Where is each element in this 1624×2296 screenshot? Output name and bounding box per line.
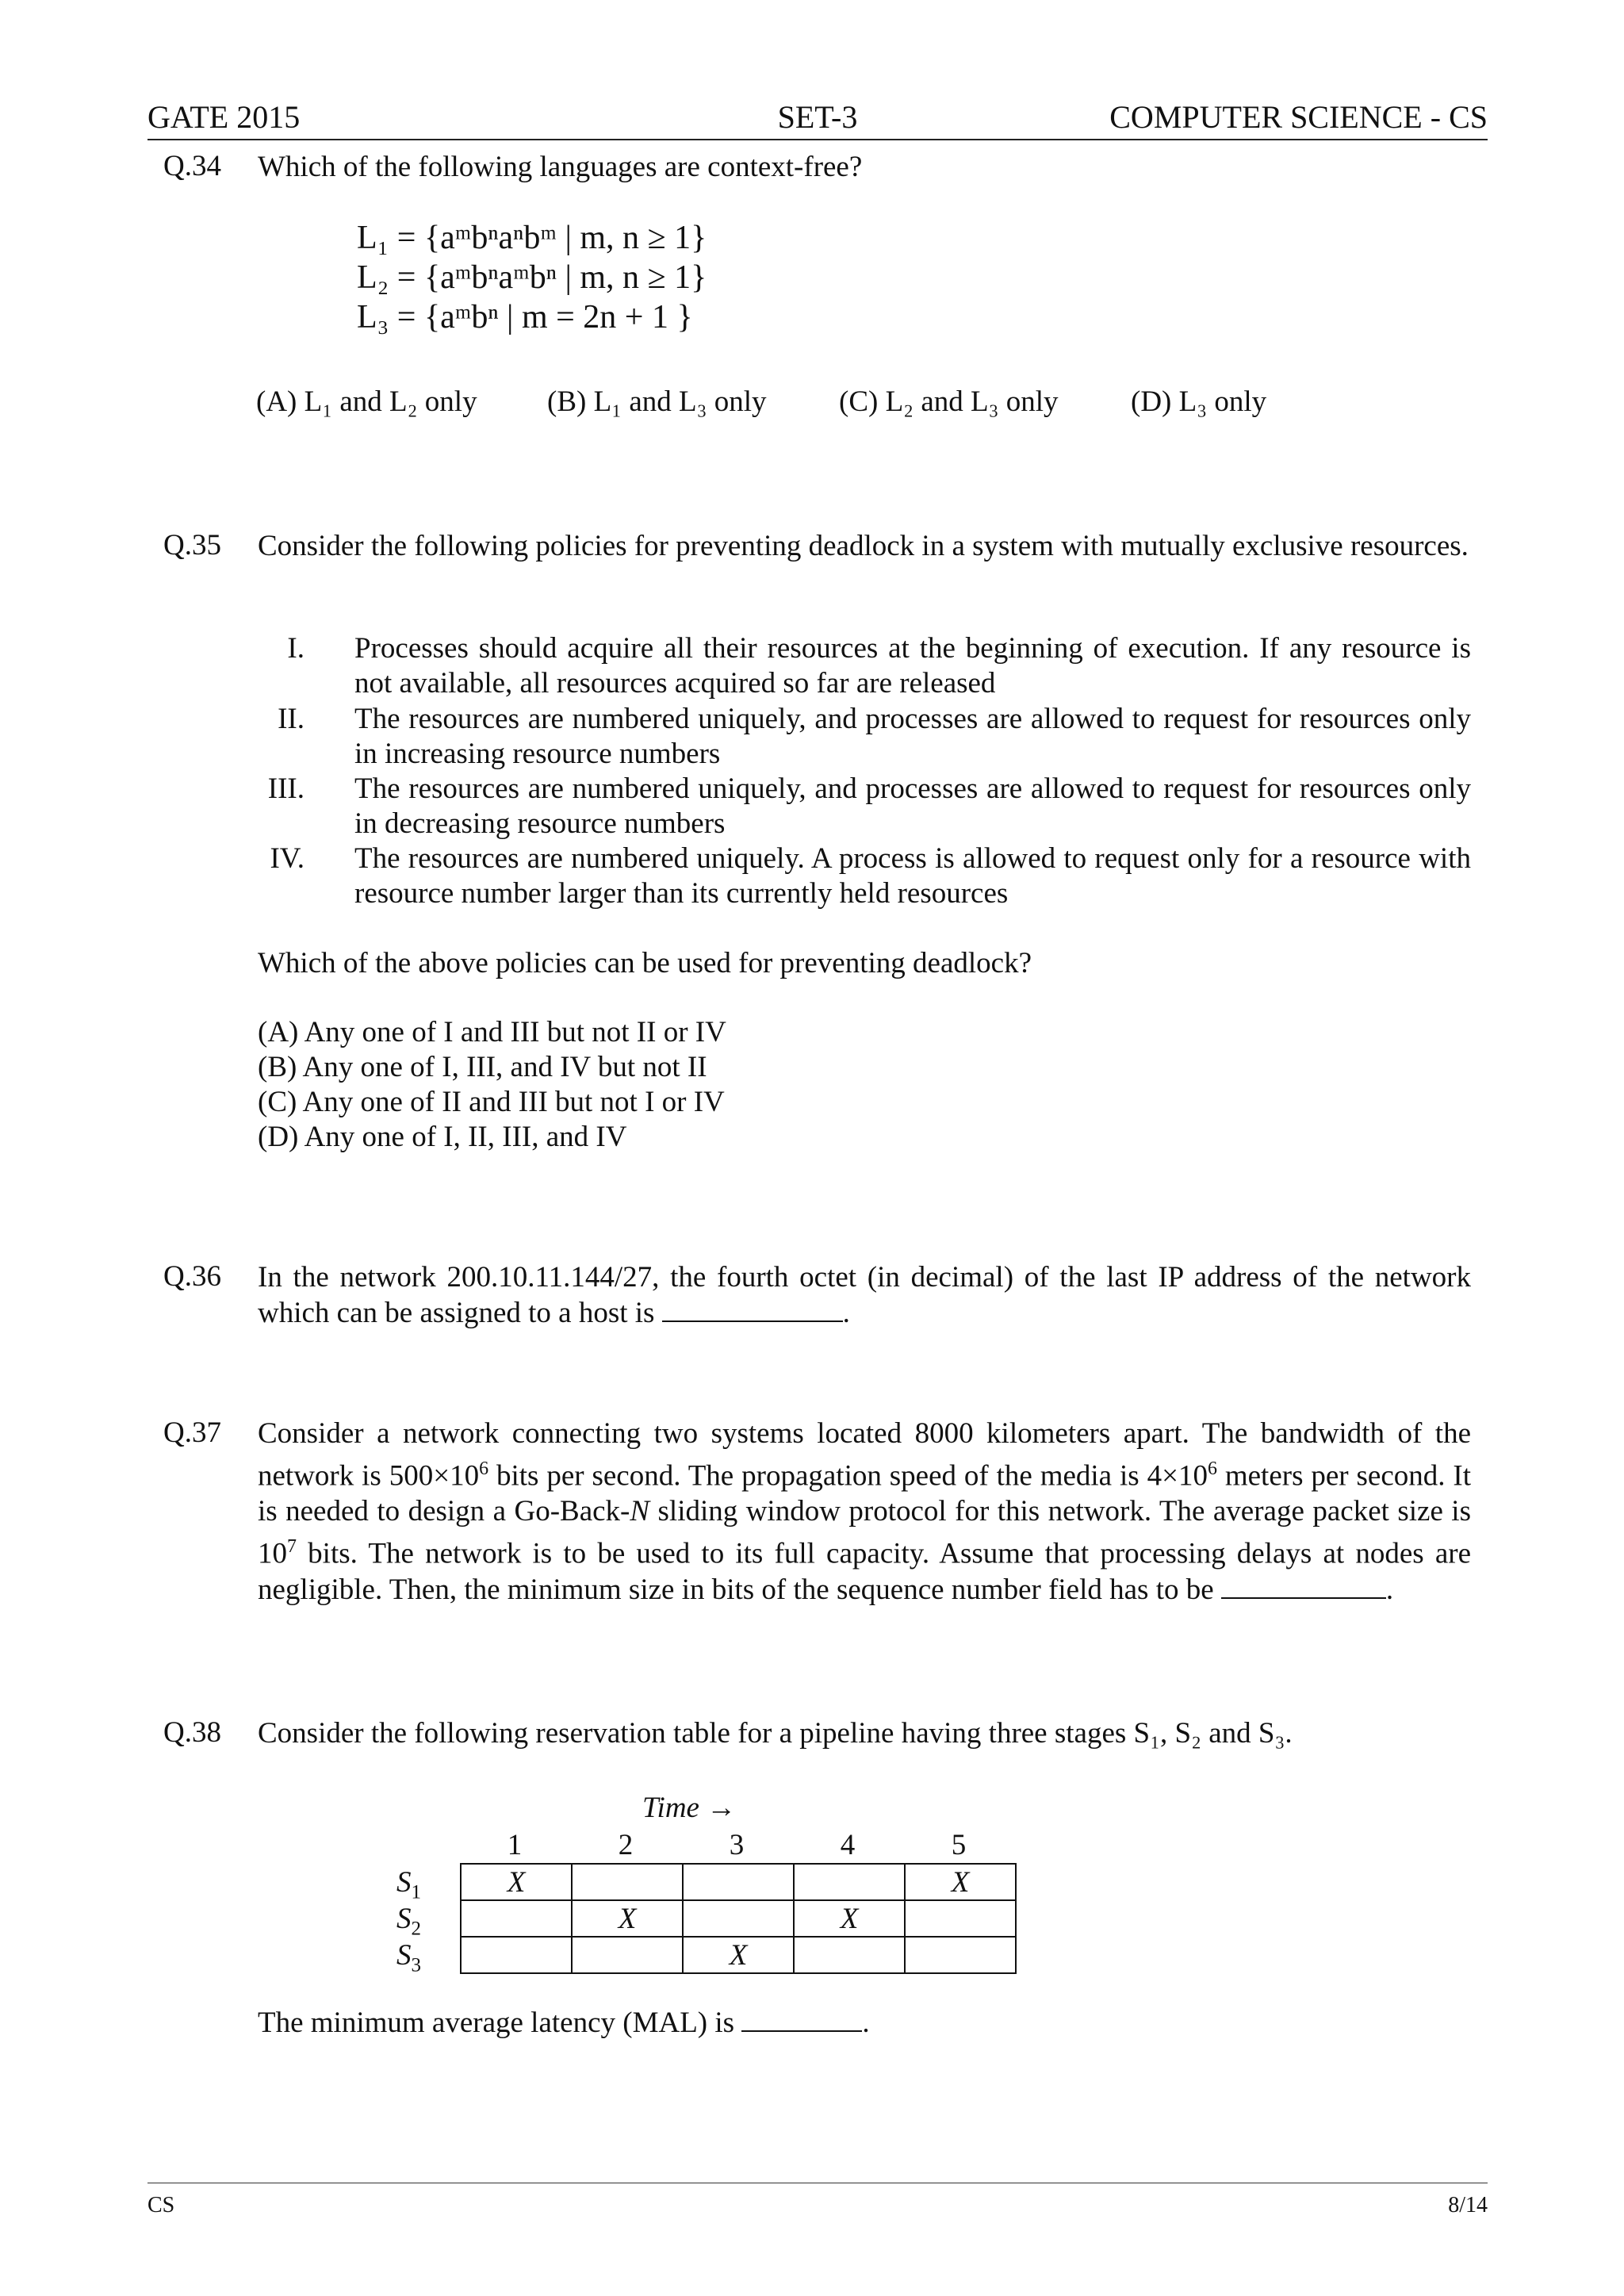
table-cell	[794, 1864, 905, 1900]
table-cell: X	[794, 1900, 905, 1937]
q38-question: The minimum average latency (MAL) is	[258, 2007, 735, 2039]
q36-number: Q.36	[163, 1260, 221, 1293]
q37-text-e: bits. The network is to be used to its full capacity. Assume that processing delays at nodes are negligible. Then, the minimum size in bits of the sequence number field has to be	[258, 1537, 1471, 1606]
table-cell	[572, 1864, 683, 1900]
q37-number: Q.37	[163, 1416, 221, 1449]
q37-body: Consider a network connecting two systems located 8000 kilometers apart. The bandwidth of the network is $500\times 10^6$ bits per second. The propagation speed of the media is $4\times 10^6$ meters per second. It is needed to design a Go-Back-N sliding window protocol for this network. The average packet size is $10^7$ bits. The network is to be used to its full capacity. Assume that processing delays at nodes are negligible. Then, the minimum size in bits of the sequence number field has to be .	[258, 1417, 1472, 1606]
stage-label: $S_1$	[396, 1866, 421, 1903]
table-cell	[905, 1937, 1016, 1973]
page-number: 8/14	[1448, 2193, 1488, 2217]
answer-blank	[741, 2005, 862, 2032]
q35-option-b: (B) Any one of I, III, and IV but not II	[258, 1051, 707, 1083]
q35-text: Consider the following policies for preventing deadlock in a system with mutually exclusive resources.	[258, 530, 1469, 562]
q35-options	[258, 1015, 726, 1155]
table-row	[461, 1900, 1016, 1937]
subject-label: COMPUTER SCIENCE - CS	[1109, 99, 1488, 135]
policy-text: Processes should acquire all their resources at the beginning of execution. If any resource is not available, all resources acquired so far are released	[354, 632, 1471, 700]
column-header: 4	[840, 1829, 856, 1861]
table-cell	[683, 1900, 794, 1937]
stage-label: $S_3$	[396, 1939, 421, 1976]
policy-number: IV.	[270, 842, 304, 875]
q34-languages	[357, 218, 707, 337]
table-cell	[461, 1937, 572, 1973]
policy-text: The resources are numbered uniquely, and processes are allowed to request for resources only in increasing resource numbers	[354, 703, 1471, 770]
q34-text: Which of the following languages are context-free?	[258, 151, 863, 183]
q34-option-d: (D) L₃ only	[1131, 385, 1267, 418]
answer-blank	[1221, 1572, 1386, 1599]
reservation-table	[460, 1863, 1017, 1974]
time-axis-label: Time →	[642, 1792, 737, 1824]
answer-blank	[662, 1295, 843, 1322]
language-l2: L₂ = {aᵐbⁿaᵐbⁿ | m, n ≥ 1}	[357, 259, 707, 296]
column-header: 1	[507, 1829, 523, 1861]
table-cell: X	[905, 1864, 1016, 1900]
table-row	[461, 1937, 1016, 1973]
language-l3: L₃ = {aᵐbⁿ | m = 2n + 1 }	[357, 299, 693, 335]
q35-option-d: (D) Any one of I, II, III, and IV	[258, 1121, 627, 1153]
q38-text: Consider the following reservation table for a pipeline having three stages S₁, S₂ and S₃.	[258, 1717, 1293, 1750]
column-header: 5	[951, 1829, 967, 1861]
q35-number: Q.35	[163, 529, 221, 562]
q37-text-b: bits per second. The propagation speed of the media is 4×10	[488, 1459, 1208, 1493]
page-header	[147, 98, 1488, 138]
table-cell	[794, 1937, 905, 1973]
q37-text-d: sliding window protocol for this network. The average packet size is 10	[258, 1495, 1471, 1570]
q37-text-a: Consider a network connecting two systems located 8000 kilometers apart. The bandwidth of the network is 500×10	[258, 1417, 1471, 1493]
q35-option-a: (A) Any one of I and III but not II or IV	[258, 1016, 726, 1048]
policy-text: The resources are numbered uniquely. A process is allowed to request only for a resource with resource number larger than its currently held resources	[354, 842, 1471, 910]
table-cell: X	[683, 1937, 794, 1973]
q36-body: In the network 200.10.11.144/27, the fourth octet (in decimal) of the last IP address of the network which can be assigned to a host is .	[258, 1261, 1471, 1329]
table-cell: X	[572, 1900, 683, 1937]
table-cell	[572, 1937, 683, 1973]
policy-number: I.	[287, 632, 304, 665]
exam-name: GATE 2015	[147, 99, 301, 135]
q37-exp-3: 7	[287, 1536, 297, 1558]
q37-var-n: N	[630, 1495, 650, 1528]
q34-option-b: (B) L₁ and L₃ only	[547, 385, 767, 418]
table-cell	[461, 1900, 572, 1937]
table-cell: X	[461, 1864, 572, 1900]
q34-option-c: (C) L₂ and L₃ only	[839, 385, 1059, 418]
policy-number: III.	[267, 772, 304, 805]
q37-exp-1: 6	[479, 1458, 489, 1479]
footer-subject: CS	[147, 2193, 175, 2217]
q34-option-a: (A) L₁ and L₂ only	[256, 385, 477, 418]
q38-number: Q.38	[163, 1716, 221, 1749]
column-header: 3	[729, 1829, 745, 1861]
q35-option-c: (C) Any one of II and III but not I or IV	[258, 1086, 725, 1118]
set-label: SET-3	[777, 99, 858, 135]
policy-text: The resources are numbered uniquely, and processes are allowed to request for resources only in decreasing resource numbers	[354, 772, 1471, 840]
column-header: 2	[618, 1829, 634, 1861]
q34-number: Q.34	[163, 150, 221, 182]
table-cell	[905, 1900, 1016, 1937]
language-l1: L₁ = {aᵐbⁿaⁿbᵐ | m, n ≥ 1}	[357, 220, 707, 256]
q38-question-body: The minimum average latency (MAL) is .	[258, 2007, 870, 2039]
table-cell	[683, 1864, 794, 1900]
q37-text-c: meters per second. It is needed to design a Go-Back-	[258, 1459, 1472, 1528]
stage-label: $S_2$	[396, 1903, 421, 1940]
table-row	[461, 1864, 1016, 1900]
q37-exp-2: 6	[1207, 1458, 1217, 1479]
q36-text: In the network 200.10.11.144/27, the fourth octet (in decimal) of the last IP address of the network which can be assigned to a host is	[258, 1261, 1471, 1329]
policy-number: II.	[278, 703, 304, 735]
q35-question: Which of the above policies can be used for preventing deadlock?	[258, 947, 1032, 979]
header-rule	[147, 139, 1488, 140]
